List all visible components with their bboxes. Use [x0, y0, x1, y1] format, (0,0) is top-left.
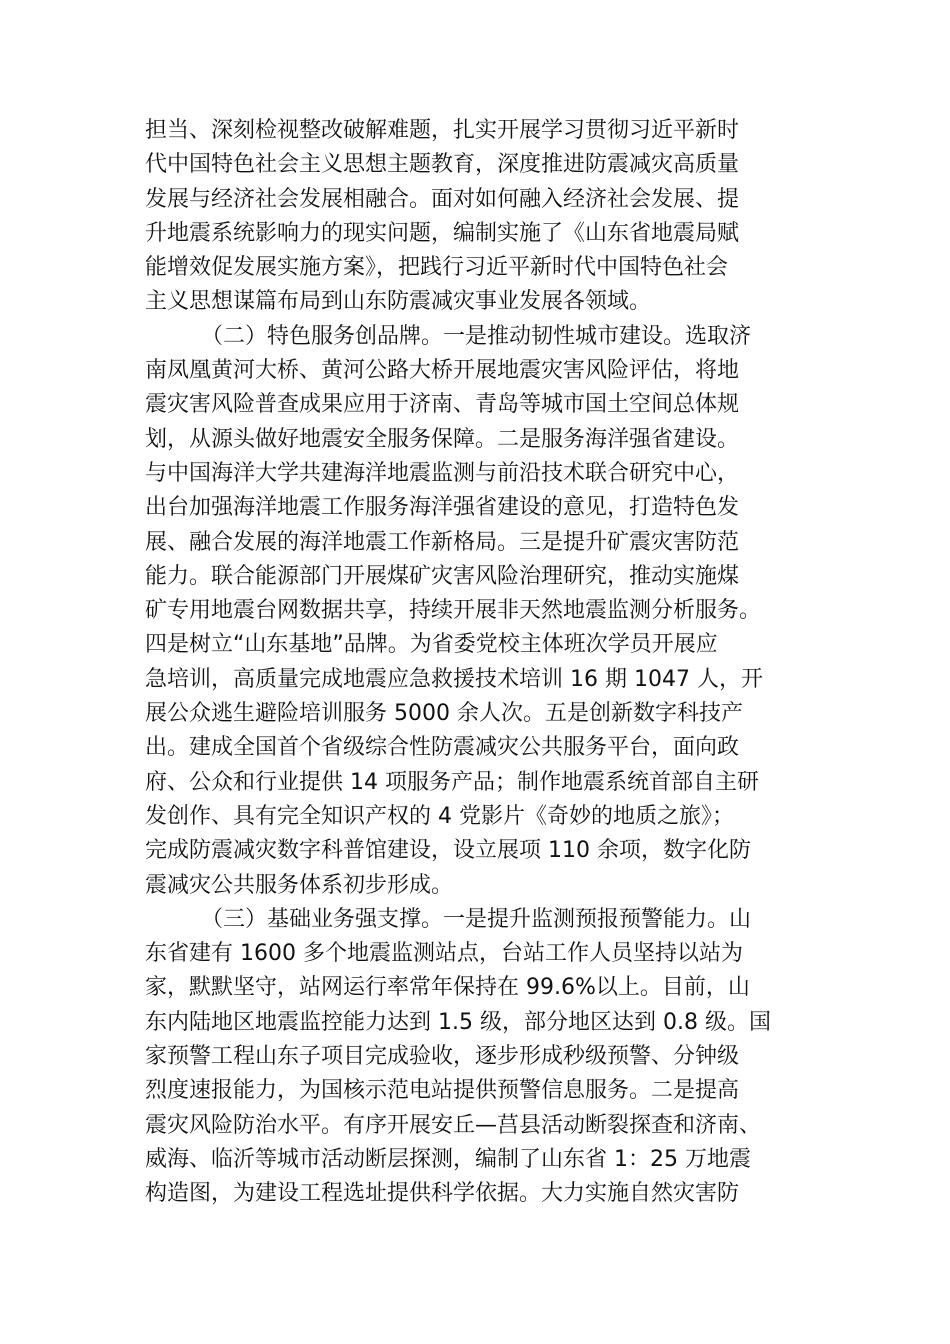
text-line: 家预警工程山东子项目完成验收，逐步形成秒级预警、分钟级 [145, 1044, 740, 1070]
text-line: 出。建成全国首个省级综合性防震减灾公共服务平台，面向政 [145, 735, 740, 761]
text-line: 震灾害风险普查成果应用于济南、青岛等城市国土空间总体规 [145, 392, 740, 418]
text-line: 升地震系统影响力的现实问题，编制实施了《山东省地震局赋 [145, 220, 740, 246]
section-heading-line: （二）特色服务创品牌。一是推动韧性城市建设。选取济 [201, 323, 752, 349]
text-line: 代中国特色社会主义思想主题教育，深度推进防震减灾高质量 [145, 152, 740, 178]
text-line: 震灾风险防治水平。有序开展安丘—莒县活动断裂探查和济南、 [145, 1112, 762, 1138]
text-line: 构造图，为建设工程选址提供科学依据。大力实施自然灾害防 [145, 1181, 740, 1207]
text-line: 出台加强海洋地震工作服务海洋强省建设的意见，打造特色发 [145, 495, 740, 521]
text-line: 烈度速报能力，为国核示范电站提供预警信息服务。二是提高 [145, 1078, 740, 1104]
section-heading-line: （三）基础业务强支撑。一是提升监测预报预警能力。山 [201, 906, 752, 932]
text-line: 南凤凰黄河大桥、黄河公路大桥开展地震灾害风险评估，将地 [145, 358, 740, 384]
text-line: 发展与经济社会发展相融合。面对如何融入经济社会发展、提 [145, 186, 740, 212]
text-line: 划，从源头做好地震安全服务保障。二是服务海洋强省建设。 [145, 426, 740, 452]
text-line: 完成防震减灾数字科普馆建设，设立展项 110 余项，数字化防 [145, 838, 751, 864]
text-line: 急培训，高质量完成地震应急救援技术培训 16 期 1047 人，开 [145, 666, 763, 692]
text-line: 威海、临沂等城市活动断层探测，编制了山东省 1：25 万地震 [145, 1146, 751, 1172]
text-line: 担当、深刻检视整改破解难题，扎实开展学习贯彻习近平新时 [145, 118, 740, 143]
text-line: 能力。联合能源部门开展煤矿灾害风险治理研究，推动实施煤 [145, 563, 740, 589]
text-line: 震减灾公共服务体系初步形成。 [145, 872, 454, 898]
text-line: 矿专用地震台网数据共享，持续开展非天然地震监测分析服务。 [145, 598, 762, 624]
text-line: 东内陆地区地震监控能力达到 1.5 级，部分地区达到 0.8 级。国 [145, 1009, 771, 1035]
text-line: 东省建有 1600 多个地震监测站点，台站工作人员坚持以站为 [145, 941, 743, 967]
text-line: 展、融合发展的海洋地震工作新格局。三是提升矿震灾害防范 [145, 529, 740, 555]
text-line: 主义思想谋篇布局到山东防震减灾事业发展各领域。 [145, 289, 652, 315]
text-line: 发创作、具有完全知识产权的 4 党影片《奇妙的地质之旅》； [145, 803, 734, 829]
text-line: 与中国海洋大学共建海洋地震监测与前沿技术联合研究中心， [145, 460, 740, 486]
text-line: 府、公众和行业提供 14 项服务产品；制作地震系统首部自主研 [145, 769, 759, 795]
text-line: 四是树立“山东基地”品牌。为省委党校主体班次学员开展应 [145, 632, 718, 658]
text-line: 能增效促发展实施方案》，把践行习近平新时代中国特色社会 [145, 255, 729, 281]
text-line: 展公众逃生避险培训服务 5000 余人次。五是创新数字科技产 [145, 701, 743, 727]
body-text [145, 114, 815, 1212]
text-line: 家，默默坚守，站网运行率常年保持在 99.6%以上。目前，山 [145, 975, 750, 1001]
